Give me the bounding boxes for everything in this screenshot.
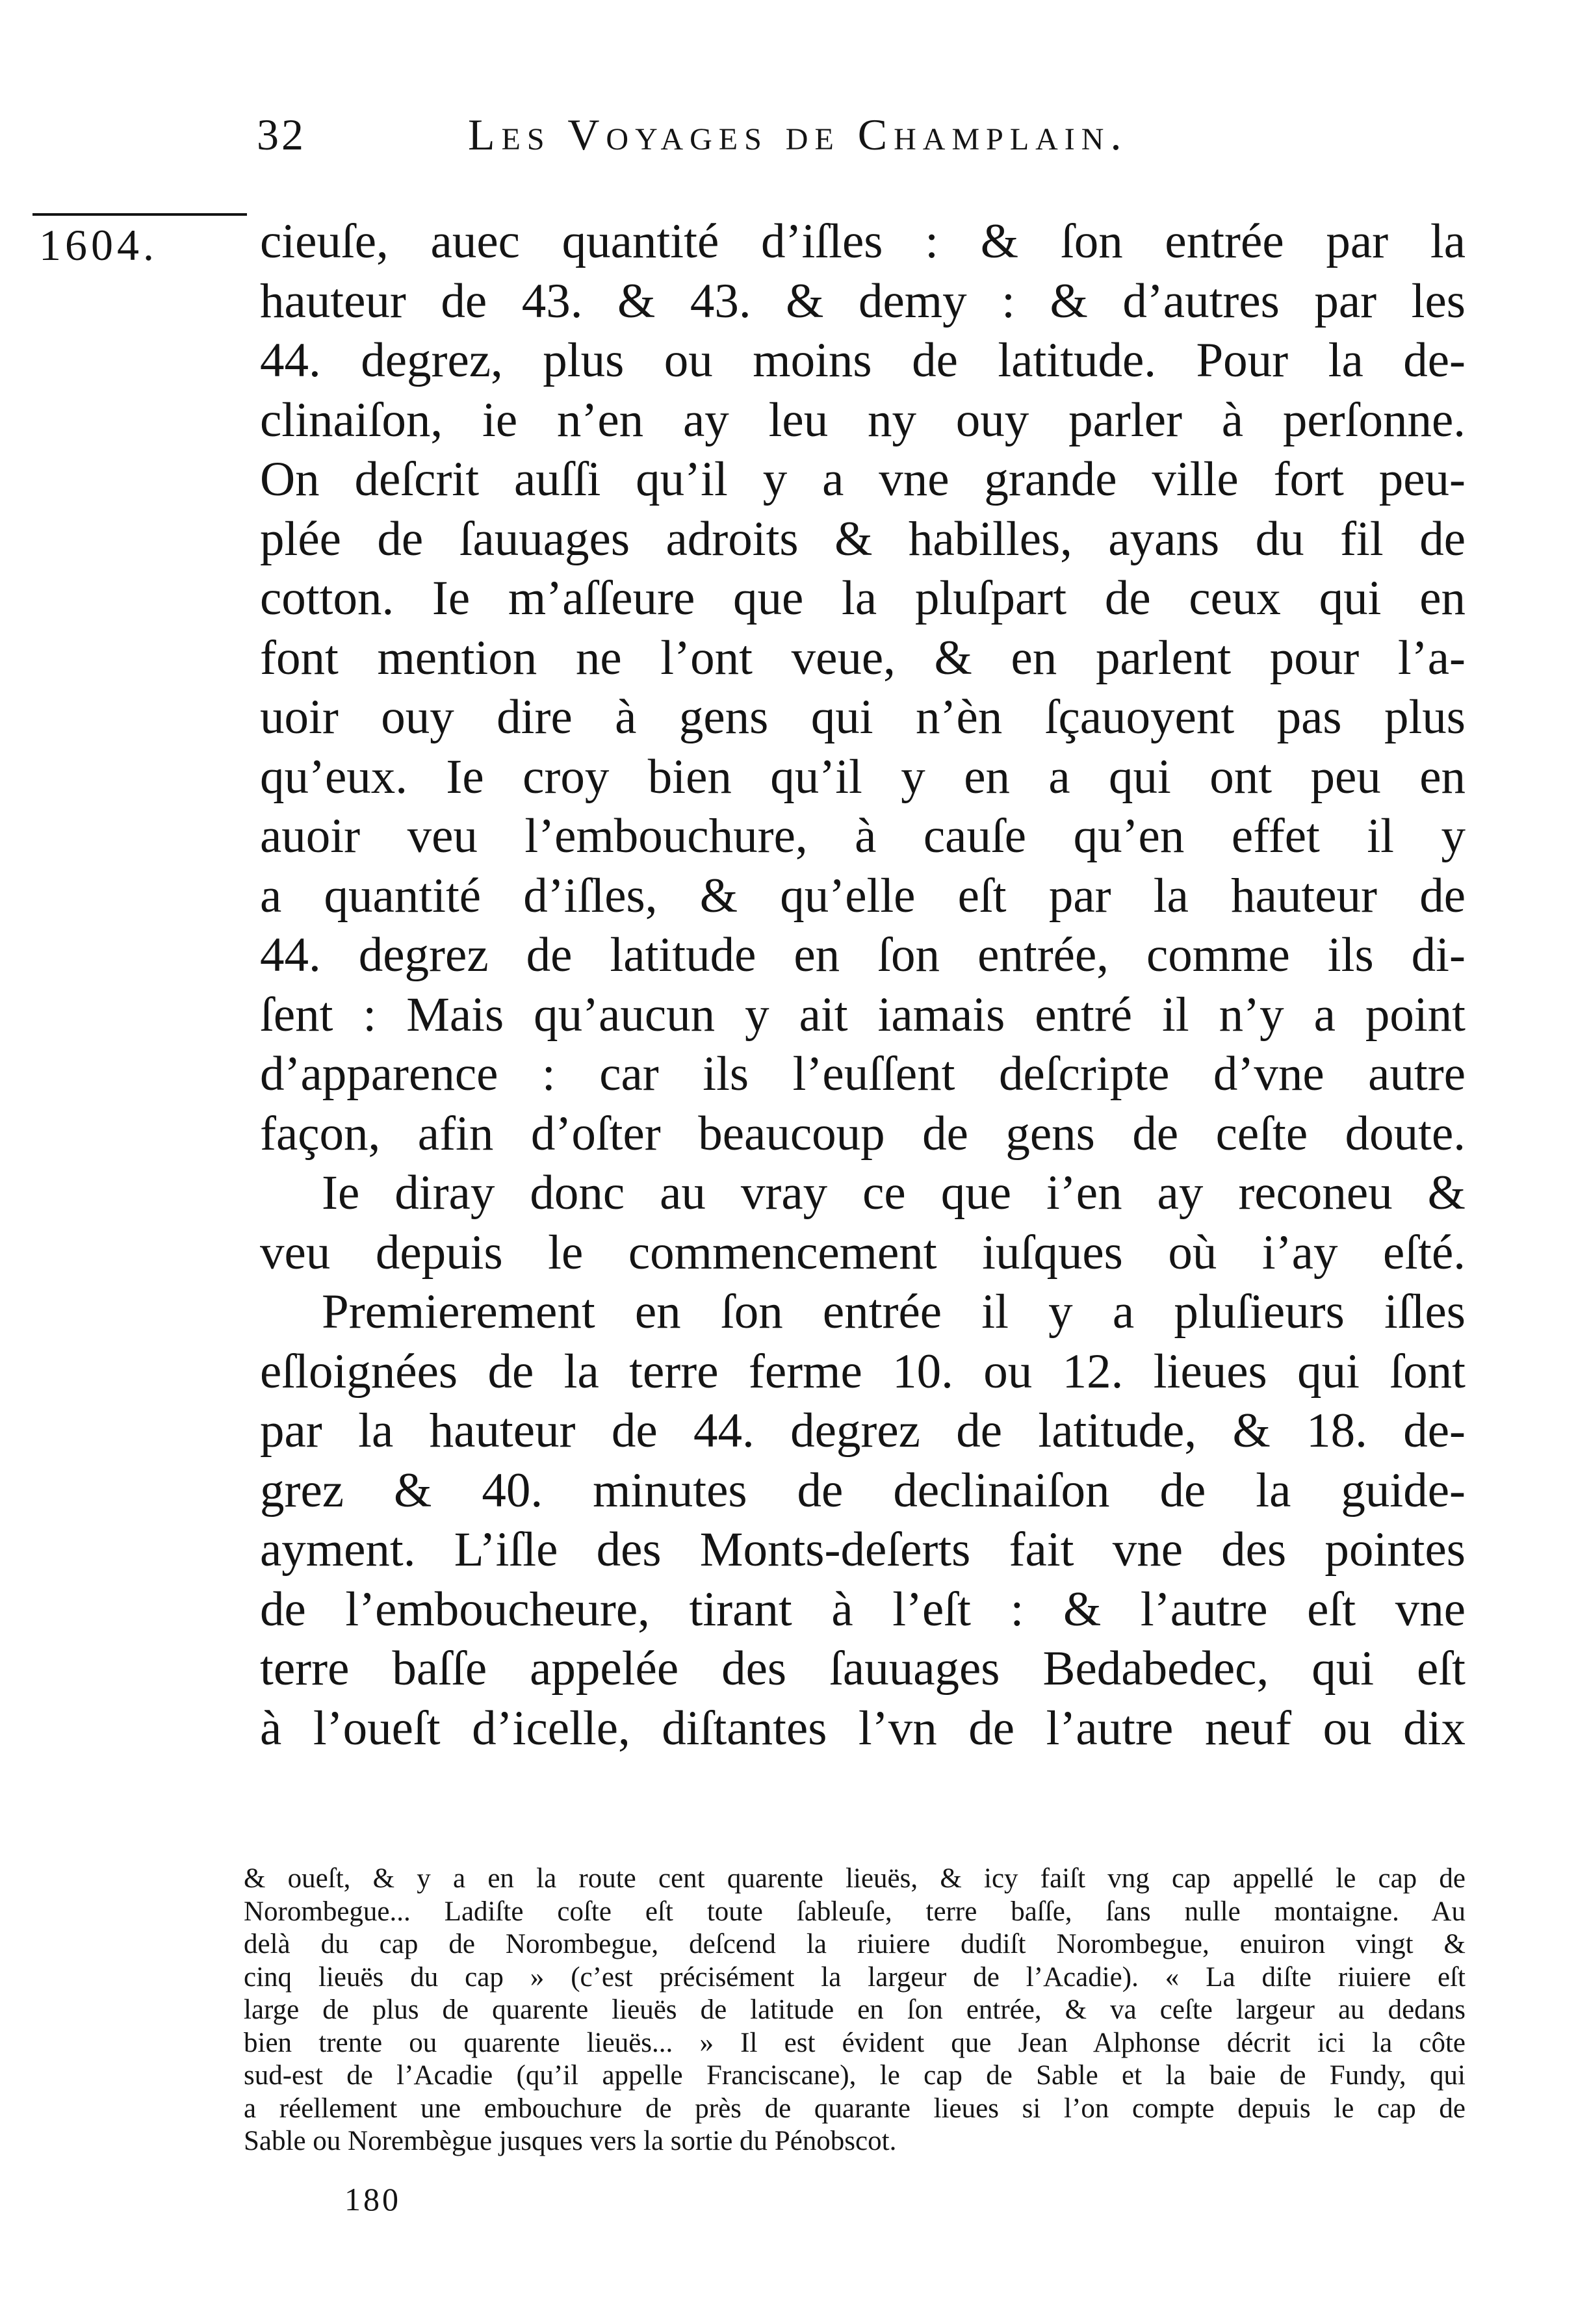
text-line: font mention ne l’ont veue, & en parlent pour l’a- [260,630,1466,685]
footnote-line: delà du cap de Norombegue, deſcend la riuiere dudiſt Norombegue, enuiron vingt & [244,1929,1466,1959]
text-line: qu’eux. Ie croy bien qu’il y en a qui ont peu en [260,749,1466,804]
text-line: Ie diray donc au vray ce que i’en ay reconeu & [322,1166,1466,1220]
text-line: terre baſſe appelée des ſauuages Bedabedec, qui eſt [260,1642,1466,1696]
text-line: 44. degrez, plus ou moins de latitude. Pour la de- [260,333,1466,387]
text-line: ayment. L’iſle des Monts-deſerts fait vne des pointes [260,1523,1466,1577]
text-line: cieuſe, auec quantité d’iſles : & ſon entrée par la [260,214,1466,268]
text-line: ſent : Mais qu’aucun y ait iamais entré il n’y a point [260,987,1466,1042]
footnote-line: Norombegue... Ladiſte coſte eſt toute ſableuſe, terre baſſe, ſans nulle montaigne. Au [244,1896,1466,1927]
text-line: a quantité d’iſles, & qu’elle eſt par la hauteur de [260,868,1466,923]
text-line: veu depuis le commencement iuſques où i’ay eſté. [260,1225,1466,1280]
footnote-line: large de plus de quarente lieuës de latitude en ſon entrée, & va ceſte largeur au dedans [244,1995,1466,2025]
footnote-line: a réellement une embouchure de près de quarante lieues si l’on compte depuis le cap de [244,2093,1466,2124]
text-line: à l’oueſt d’icelle, diſtantes l’vn de l’autre neuf ou dix [260,1701,1466,1755]
text-line: clinaiſon, ie n’en ay leu ny ouy parler à perſonne. [260,393,1466,447]
page-number: 32 [257,110,306,159]
page-header [257,109,1277,168]
text-line: On deſcrit auſſi qu’il y a vne grande ville fort peu- [260,452,1466,506]
footnote-line: sud-est de l’Acadie (qu’il appelle Franciscane), le cap de Sable et la baie de Fundy, qui [244,2060,1466,2091]
text-line: eſloignées de la terre ferme 10. ou 12. lieues qui ſont [260,1344,1466,1399]
text-line: 44. degrez de latitude en ſon entrée, comme ils di- [260,928,1466,982]
text-line: par la hauteur de 44. degrez de latitude, & 18. de- [260,1404,1466,1458]
text-line: plée de ſauuages adroits & habilles, ayans du fil de [260,511,1466,566]
text-line: grez & 40. minutes de declinaiſon de la guide- [260,1463,1466,1517]
footnote-line: cinq lieuës du cap » (c’est précisément la largeur de l’Acadie). « La diſte riuiere eſt [244,1961,1466,1993]
main-text [260,212,1466,1758]
footnote [244,1863,1466,2158]
text-line: hauteur de 43. & 43. & demy : & d’autres par les [260,274,1466,328]
margin-rule [32,213,247,216]
running-title: Les Voyages de Champlain. [468,110,1128,159]
text-line: cotton. Ie m’aſſeure que la pluſpart de ceux qui en [260,571,1466,625]
margin-year: 1604. [39,220,158,270]
text-line: auoir veu l’embouchure, à cauſe qu’en effet il y [260,809,1466,863]
footnote-line: Sable ou Norembègue jusques vers la sortie du Pénobscot. [244,2126,897,2156]
footnote-line: bien trente ou quarente lieuës... » Il est évident que Jean Alphonse décrit ici la côte [244,2027,1466,2058]
text-line: uoir ouy dire à gens qui n’èn ſçauoyent pas plus [260,690,1466,744]
footnote-line: & oueſt, & y a en la route cent quarente lieuës, & icy faiſt vng cap appellé le cap de [244,1863,1466,1894]
text-line: façon, afin d’oſter beaucoup de gens de ceſte doute. [260,1106,1466,1161]
signature-mark: 180 [344,2181,401,2217]
text-line: d’apparence : car ils l’euſſent deſcripte d’vne autre [260,1047,1466,1101]
text-line: Premierement en ſon entrée il y a pluſieurs iſles [322,1285,1466,1339]
text-line: de l’emboucheure, tirant à l’eſt : & l’autre eſt vne [260,1582,1466,1636]
